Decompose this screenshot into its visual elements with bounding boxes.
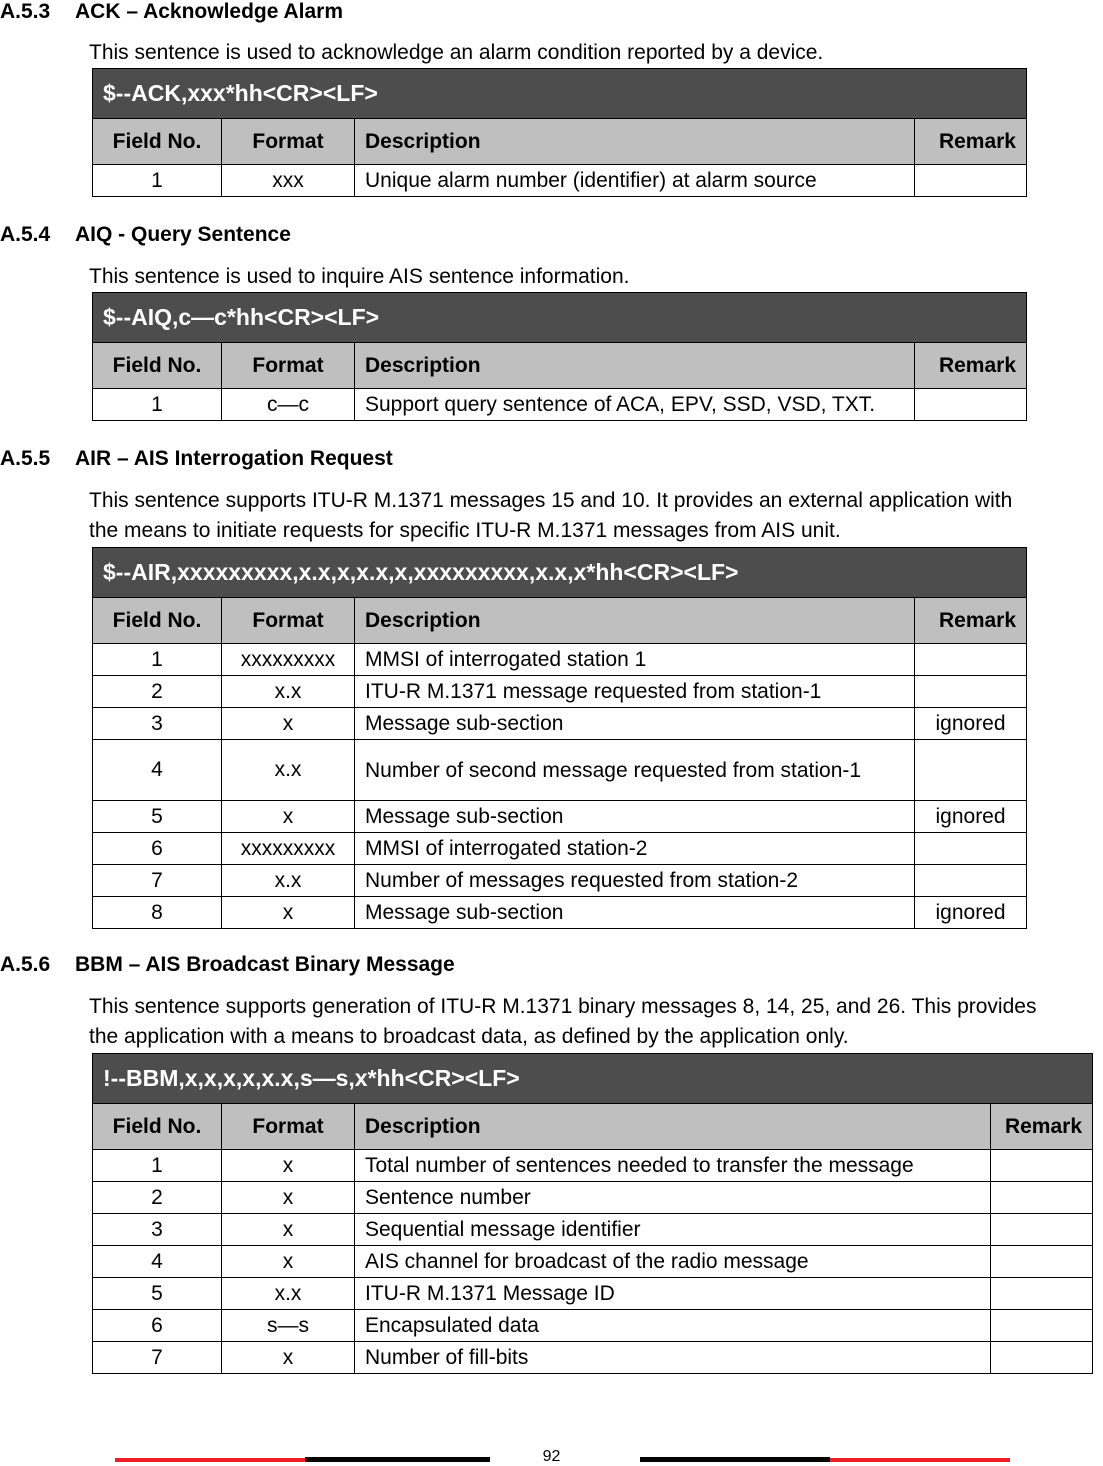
col-format: Format	[222, 1104, 355, 1150]
table-row: 4 x AIS channel for broadcast of the radio message	[93, 1246, 1093, 1278]
section-title: AIQ - Query Sentence	[75, 223, 291, 246]
footer-bar-black-right	[640, 1457, 830, 1462]
section-heading-aiq	[0, 223, 291, 247]
col-format: Format	[222, 343, 355, 389]
table-row: 5 x Message sub-section ignored	[93, 801, 1027, 833]
page-number: 92	[542, 1448, 561, 1465]
col-description: Description	[355, 1104, 991, 1150]
section-title: AIR – AIS Interrogation Request	[75, 447, 393, 470]
table-row: 4 x.x Number of second message requested from station-1	[93, 740, 1027, 801]
section-title: ACK – Acknowledge Alarm	[75, 0, 344, 23]
ack-table	[92, 68, 1027, 197]
col-field-no: Field No.	[93, 1104, 222, 1150]
table-row: 7 x.x Number of messages requested from station-2	[93, 865, 1027, 897]
sentence-format: $--AIR,xxxxxxxxx,x.x,x,x.x,x,xxxxxxxxx,x.x,x*hh<CR><LF>	[93, 548, 1027, 598]
table-row: 2 x.x ITU-R M.1371 message requested from station-1	[93, 676, 1027, 708]
table-row: 3 x Sequential message identifier	[93, 1214, 1093, 1246]
table-row: 6 s—s Encapsulated data	[93, 1310, 1093, 1342]
col-description: Description	[355, 343, 915, 389]
section-description: This sentence is used to acknowledge an alarm condition reported by a device.	[89, 41, 824, 64]
table-row: 3 x Message sub-section ignored	[93, 708, 1027, 740]
col-remark: Remark	[915, 598, 1027, 644]
section-number: A.5.5	[0, 447, 51, 470]
col-description: Description	[355, 119, 915, 165]
col-field-no: Field No.	[93, 598, 222, 644]
table-row: 1 xxxxxxxxx MMSI of interrogated station 1	[93, 644, 1027, 676]
table-row: 1 xxx Unique alarm number (identifier) at alarm source	[93, 165, 1027, 197]
col-remark: Remark	[915, 343, 1027, 389]
col-remark: Remark	[915, 119, 1027, 165]
section-description: This sentence supports generation of ITU-R M.1371 binary messages 8, 14, 25, and 26. This provides	[89, 995, 1037, 1018]
col-format: Format	[222, 598, 355, 644]
section-number: A.5.6	[0, 953, 51, 976]
section-description: This sentence supports ITU-R M.1371 messages 15 and 10. It provides an external application with	[89, 489, 1013, 512]
table-row: 5 x.x ITU-R M.1371 Message ID	[93, 1278, 1093, 1310]
col-remark: Remark	[991, 1104, 1093, 1150]
section-description: the application with a means to broadcast data, as defined by the application only.	[89, 1025, 849, 1048]
table-row: 6 xxxxxxxxx MMSI of interrogated station-2	[93, 833, 1027, 865]
section-heading-bbm	[0, 953, 455, 977]
section-number: A.5.3	[0, 0, 51, 23]
bbm-table	[92, 1053, 1093, 1374]
section-title: BBM – AIS Broadcast Binary Message	[75, 953, 455, 976]
table-row: 2 x Sentence number	[93, 1182, 1093, 1214]
table-row: 1 c—c Support query sentence of ACA, EPV, SSD, VSD, TXT.	[93, 389, 1027, 421]
footer-bar-red-right	[830, 1458, 1010, 1462]
section-description: This sentence is used to inquire AIS sentence information.	[89, 265, 630, 288]
table-row: 8 x Message sub-section ignored	[93, 897, 1027, 929]
sentence-format: $--AIQ,c—c*hh<CR><LF>	[93, 293, 1027, 343]
section-number: A.5.4	[0, 223, 51, 246]
section-heading-air	[0, 447, 393, 471]
table-row: 1 x Total number of sentences needed to transfer the message	[93, 1150, 1093, 1182]
table-row: 7 x Number of fill-bits	[93, 1342, 1093, 1374]
sentence-format: !--BBM,x,x,x,x,x.x,s—s,x*hh<CR><LF>	[93, 1054, 1093, 1104]
section-heading-ack	[0, 0, 343, 24]
section-description: the means to initiate requests for specific ITU-R M.1371 messages from AIS unit.	[89, 519, 841, 542]
col-field-no: Field No.	[93, 343, 222, 389]
sentence-format: $--ACK,xxx*hh<CR><LF>	[93, 69, 1027, 119]
col-description: Description	[355, 598, 915, 644]
air-table	[92, 547, 1027, 929]
col-format: Format	[222, 119, 355, 165]
col-field-no: Field No.	[93, 119, 222, 165]
aiq-table	[92, 292, 1027, 421]
